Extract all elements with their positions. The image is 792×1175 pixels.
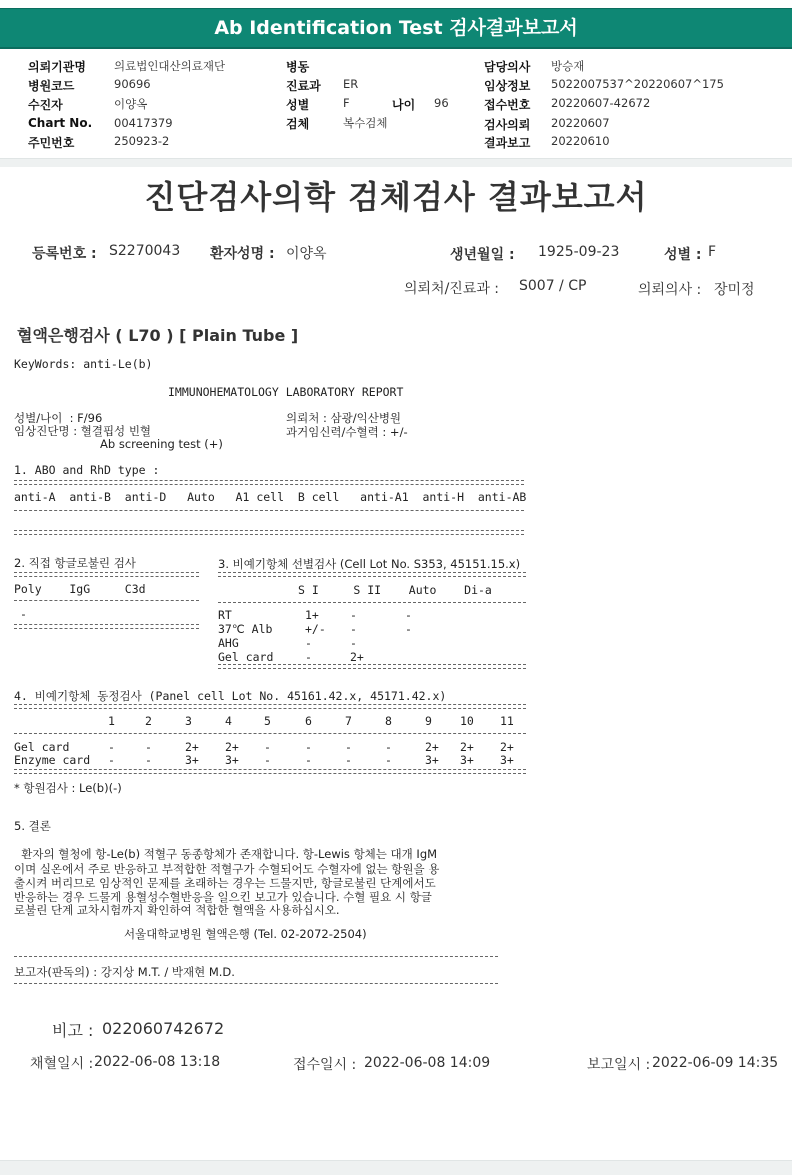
dept-label: 의뢰처/진료과 :	[404, 281, 500, 297]
report-banner-title: Ab Identification Test 검사결과보고서	[0, 8, 792, 49]
screen-header: S I S II Auto Di-a	[298, 583, 492, 597]
antigen-test: * 항원검사 : Le(b)(-)	[14, 781, 122, 795]
screen-cell: -	[350, 636, 357, 650]
reg-no-label: 등록번호 :	[32, 246, 97, 262]
panel-cell: 2+	[425, 740, 439, 754]
test-request-value: 20220607	[551, 116, 610, 130]
panel-column-header: 5	[264, 714, 271, 728]
screen-cell: +/-	[305, 622, 326, 636]
panel-cell: 3+	[500, 753, 514, 767]
panel-cell: 2+	[500, 740, 514, 754]
dat-mid-rule	[14, 600, 199, 601]
dat-value: -	[20, 607, 27, 621]
patient-name-label: 환자성명 :	[210, 246, 275, 262]
panel-cell: 2+	[460, 740, 474, 754]
resident-no-value: 250923-2	[114, 134, 170, 148]
screening-line: Ab screening test (+)	[100, 437, 223, 451]
screen-mid-rule	[218, 602, 526, 603]
abo-bottom-rule	[14, 530, 524, 535]
panel-cell: 3+	[225, 753, 239, 767]
attending-doctor-label: 담당의사	[484, 60, 531, 74]
report-time-label: 보고일시 :	[587, 1057, 651, 1073]
abo-title: 1. ABO and RhD type :	[14, 463, 160, 477]
abo-top-rule	[14, 480, 524, 485]
collection-time-value: 2022-06-08 13:18	[94, 1054, 221, 1070]
screen-title: 3. 비예기항체 선별검사 (Cell Lot No. S353, 45151.15.x)	[218, 557, 521, 571]
conclusion-line-2: 이며 실온에서 주로 반응하고 부적합한 적혈구가 수혈되어도 수혈자에 없는 항원을 용	[14, 862, 440, 876]
conclusion-line-1: 환자의 혈청에 항-Le(b) 적혈구 동종항체가 존재합니다. 항-Lewis 항체는 대개 IgM	[14, 847, 438, 861]
keywords: KeyWords: anti-Le(b)	[14, 357, 153, 371]
panel-row-label: Enzyme card	[14, 753, 91, 767]
panel-cell: 3+	[185, 753, 199, 767]
panel-cell: -	[264, 753, 271, 767]
blood-bank-contact: 서울대학교병원 혈액은행 (Tel. 02-2072-2504)	[124, 927, 367, 941]
panel-cell: -	[108, 753, 115, 767]
report-sex-label: 성별 :	[664, 247, 702, 263]
screen-row-label: 37℃ Alb	[218, 622, 273, 636]
requesting-doctor-label: 의뢰의사 :	[638, 282, 702, 298]
dat-top-rule	[14, 572, 199, 577]
receipt-no-value: 20220607-42672	[551, 96, 651, 110]
receipt-no-label: 접수번호	[484, 98, 531, 112]
clinical-info-value: 5022007537^20220607^175	[551, 77, 724, 91]
screen-row-label: Gel card	[218, 650, 274, 664]
screen-top-rule	[218, 572, 526, 577]
panel-column-header: 4	[225, 714, 232, 728]
panel-cell: 2+	[225, 740, 239, 754]
panel-mid-rule	[14, 733, 526, 734]
panel-cell: -	[145, 740, 152, 754]
bottom-bar	[0, 1160, 792, 1175]
specimen-label: 검체	[286, 117, 310, 131]
department-value: ER	[343, 77, 359, 91]
reg-no-value: S2270043	[109, 243, 181, 259]
result-report-value: 20220610	[551, 134, 610, 148]
test-request-label: 검사의뢰	[484, 118, 531, 132]
dat-header: Poly IgG C3d	[14, 582, 146, 596]
lab-report-title: IMMUNOHEMATOLOGY LABORATORY REPORT	[168, 385, 404, 399]
screen-cell: -	[350, 622, 357, 636]
patient-label: 수진자	[28, 98, 63, 112]
screen-cell: -	[305, 650, 312, 664]
report-time-value: 2022-06-09 14:35	[652, 1055, 779, 1071]
receipt-time-value: 2022-06-08 14:09	[364, 1055, 491, 1071]
conclusion-line-4: 반응하는 경우 드물게 용혈성수혈반응을 일으킨 보고가 있습니다. 수혈 필요 시 항글	[14, 890, 432, 904]
panel-cell: 3+	[460, 753, 474, 767]
screen-cell: -	[305, 636, 312, 650]
conclusion-title: 5. 결론	[14, 819, 51, 833]
dept-value: S007 / CP	[519, 278, 587, 294]
screen-row-label: AHG	[218, 636, 239, 650]
conclusion-line-5: 로불린 단계 교차시험까지 확인하여 적합한 혈액을 사용하십시오.	[14, 903, 340, 917]
panel-column-header: 1	[108, 714, 115, 728]
panel-top-rule	[14, 704, 526, 709]
panel-column-header: 3	[185, 714, 192, 728]
panel-column-header: 9	[425, 714, 432, 728]
panel-column-header: 8	[385, 714, 392, 728]
department-label: 진료과	[286, 79, 321, 93]
result-report-label: 결과보고	[484, 136, 531, 150]
hospital-code-value: 90696	[114, 77, 151, 91]
dat-title: 2. 직접 항글로불린 검사	[14, 556, 136, 570]
panel-column-header: 10	[460, 714, 474, 728]
panel-title: 4. 비예기항체 동정검사 (Panel cell Lot No. 45161.42.x, 45171.42.x)	[14, 689, 447, 703]
reporter-top-rule	[14, 956, 498, 957]
patient-value: 이양옥	[114, 97, 148, 111]
panel-cell: 2+	[185, 740, 199, 754]
requesting-doctor-value: 장미정	[714, 282, 755, 298]
panel-bottom-rule	[14, 769, 526, 774]
panel-column-header: 7	[345, 714, 352, 728]
screen-bottom-rule	[218, 664, 526, 669]
ward-label: 병동	[286, 60, 310, 74]
dat-bottom-rule	[14, 624, 199, 629]
panel-cell: -	[345, 753, 352, 767]
chart-no-label: Chart No.	[28, 116, 93, 130]
panel-cell: -	[305, 740, 312, 754]
screen-cell: -	[350, 608, 357, 622]
requester-line: 의뢰처 : 삼광/익산병원	[286, 411, 402, 425]
abo-header: anti-A anti-B anti-D Auto A1 cell B cell anti-A1 anti-H anti-AB	[14, 490, 527, 504]
panel-cell: -	[145, 753, 152, 767]
sex-label: 성별	[286, 98, 310, 112]
separator-bar	[0, 158, 792, 167]
screen-cell: -	[405, 608, 412, 622]
screen-row-label: RT	[218, 608, 232, 622]
panel-cell: -	[345, 740, 352, 754]
sex-age-line: 성별/나이 : F/96	[14, 411, 103, 425]
panel-cell: -	[264, 740, 271, 754]
specimen-value: 복수검체	[343, 116, 388, 130]
hospital-name-label: 의뢰기관명	[28, 60, 86, 74]
reporter: 보고자(판독의) : 강지상 M.T. / 박재현 M.D.	[14, 965, 235, 979]
dob-label: 생년월일 :	[450, 247, 515, 263]
panel-cell: -	[385, 740, 392, 754]
hospital-code-label: 병원코드	[28, 79, 75, 93]
screen-cell: 1+	[305, 608, 319, 622]
age-value: 96	[434, 96, 449, 110]
history-line: 과거임신력/수혈력 : +/-	[286, 425, 408, 439]
section-title: 혈액은행검사 ( L70 ) [ Plain Tube ]	[17, 326, 299, 345]
attending-doctor-value: 방승재	[551, 59, 585, 73]
diagnosis-line: 임상진단명 : 혈결핍성 빈혈	[14, 424, 152, 438]
panel-row-label: Gel card	[14, 740, 70, 754]
sex-value: F	[343, 96, 350, 110]
screen-cell: -	[405, 622, 412, 636]
hospital-name-value: 의료법인대산의료재단	[114, 59, 226, 73]
panel-cell: 3+	[425, 753, 439, 767]
report-sex-value: F	[708, 244, 717, 260]
panel-column-header: 11	[500, 714, 514, 728]
report-title: 진단검사의학 검체검사 결과보고서	[144, 178, 648, 216]
resident-no-label: 주민번호	[28, 136, 75, 150]
panel-column-header: 2	[145, 714, 152, 728]
receipt-time-label: 접수일시 :	[293, 1057, 357, 1073]
panel-cell: -	[385, 753, 392, 767]
chart-no-value: 00417379	[114, 116, 173, 130]
note-value: 022060742672	[102, 1019, 225, 1038]
note-label: 비고 :	[52, 1021, 94, 1040]
dob-value: 1925-09-23	[538, 244, 620, 260]
panel-cell: -	[108, 740, 115, 754]
abo-mid-rule	[14, 510, 524, 511]
collection-time-label: 채혈일시 :	[30, 1056, 94, 1072]
screen-cell: 2+	[350, 650, 364, 664]
reporter-bottom-rule	[14, 983, 498, 984]
panel-column-header: 6	[305, 714, 312, 728]
age-label: 나이	[392, 98, 416, 112]
patient-name-value: 이양옥	[286, 246, 327, 262]
panel-cell: -	[305, 753, 312, 767]
conclusion-line-3: 출시켜 버리므로 임상적인 문제를 초래하는 경우는 드물지만, 항글로불린 단계에서도	[14, 876, 436, 890]
clinical-info-label: 임상정보	[484, 79, 531, 93]
